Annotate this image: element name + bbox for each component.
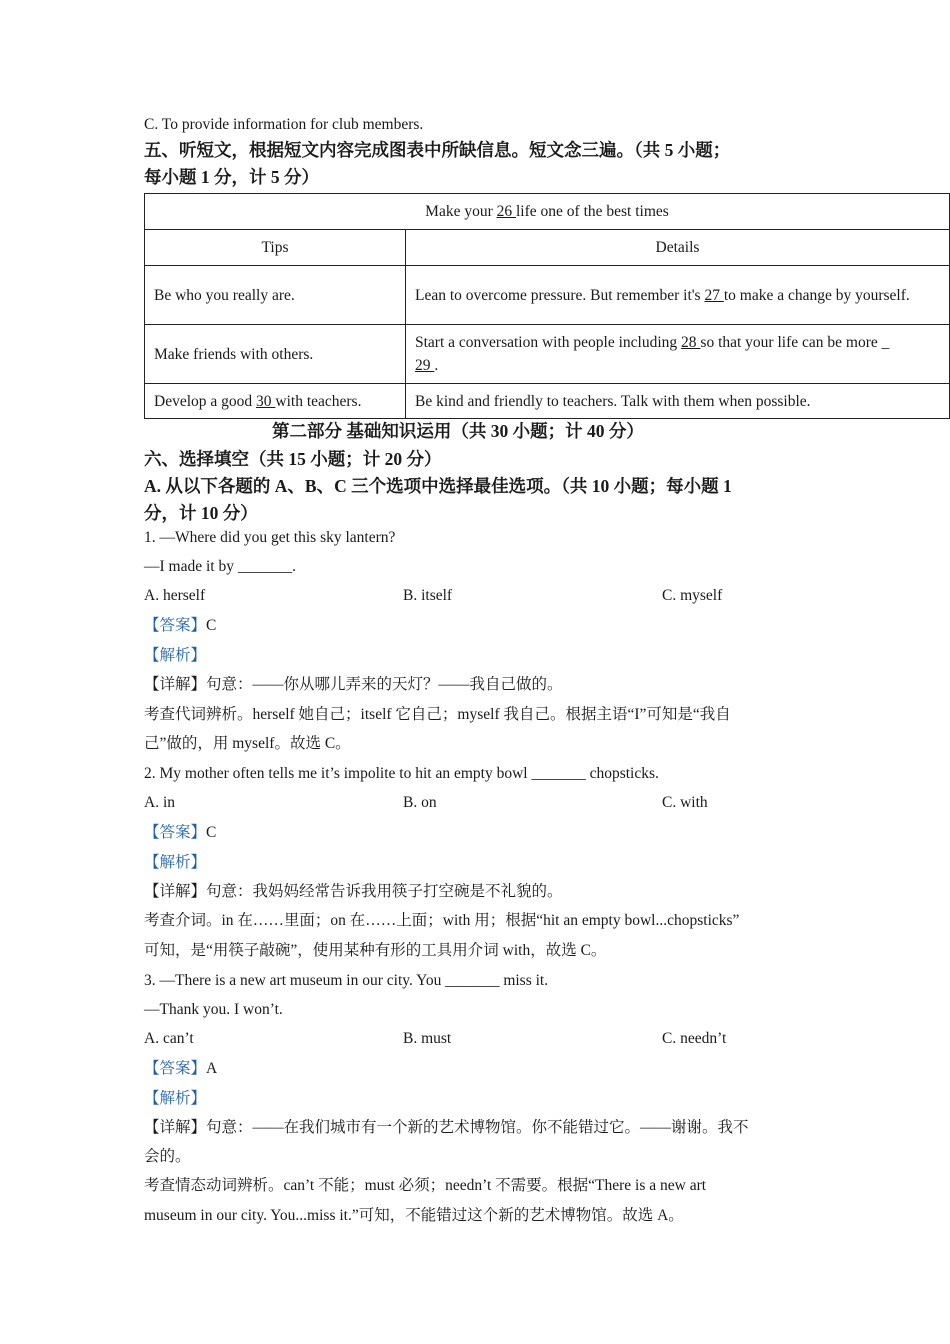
q3-detail-2: 考查情态动词辨析。can’t 不能；must 必须；needn’t 不需要。根据“There is a new art — [144, 1177, 707, 1194]
q1-answer: 【答案】C — [144, 617, 217, 634]
section5-heading-line1: 五、听短文，根据短文内容完成图表中所缺信息。短文念三遍。（共 5 小题； — [144, 140, 731, 160]
blank-27: 27 — [704, 286, 724, 304]
q2-detail-2: 考查介词。in 在……里面；on 在……上面；with 用；根据“hit an empty bowl...chopsticks” — [144, 912, 740, 929]
sectionA-heading-line1: A. 从以下各题的 A、B、C 三个选项中选择最佳选项。（共 10 小题；每小题 1 — [144, 476, 732, 496]
q2-stem: 2. My mother often tells me it’s impolite to hit an empty bowl _______ chopsticks. — [144, 765, 659, 782]
q1-stem-response: —I made it by _______. — [144, 558, 296, 575]
q3-detail-3: museum in our city. You...miss it.”可知，不能错过这个新的艺术博物馆。故选 A。 — [144, 1207, 684, 1224]
q3-option-a: A. can’t — [144, 1030, 194, 1047]
blank-30: 30 — [256, 392, 276, 410]
sectionA-heading-line2: 分，计 10 分） — [144, 503, 258, 523]
q1-analysis-label: 【解析】 — [144, 647, 207, 664]
tip-cell: Be who you really are. — [145, 266, 406, 325]
q1-detail: 【详解】句意：——你从哪儿弄来的天灯？——我自己做的。 — [144, 676, 563, 693]
q2-option-a: A. in — [144, 794, 175, 811]
q2-analysis-label: 【解析】 — [144, 854, 207, 871]
section6-heading: 六、选择填空（共 15 小题；计 20 分） — [144, 449, 442, 469]
q3-option-b: B. must — [403, 1030, 452, 1047]
tip-cell: Develop a good 30 with teachers. — [145, 384, 406, 419]
q1-option-a: A. herself — [144, 587, 206, 604]
q2-answer: 【答案】C — [144, 824, 217, 841]
part2-heading: 第二部分 基础知识运用（共 30 小题；计 40 分） — [272, 421, 644, 441]
tip-cell: Make friends with others. — [145, 325, 406, 384]
table-row — [145, 266, 950, 325]
detail-cell: Lean to overcome pressure. But remember it's 27 to make a change by yourself. — [406, 266, 950, 325]
blank-28: 28 — [681, 334, 701, 351]
q2-detail-3: 可知，是“用筷子敲碗”，使用某种有形的工具用介词 with，故选 C。 — [144, 942, 607, 959]
q1-detail-2: 考查代词辨析。herself 她自己；itself 它自己；myself 我自己。根据主语“I”可知是“我自 — [144, 706, 731, 723]
column-header-tips: Tips — [145, 230, 406, 266]
q1-option-b: B. itself — [403, 587, 453, 604]
detail-cell: Be kind and friendly to teachers. Talk with them when possible. — [406, 384, 950, 419]
q3-detail: 【详解】句意：——在我们城市有一个新的艺术博物馆。你不能错过它。——谢谢。我不 — [144, 1119, 749, 1136]
listening-info-table — [144, 193, 950, 419]
q1-detail-3: 己”做的，用 myself。故选 C。 — [144, 735, 351, 752]
table-row — [145, 325, 950, 384]
q2-detail: 【详解】句意：我妈妈经常告诉我用筷子打空碗是不礼貌的。 — [144, 883, 563, 900]
q1-option-c: C. myself — [662, 587, 723, 604]
q2-option-c: C. with — [662, 794, 708, 811]
detail-cell: Start a conversation with people including 28 so that your life can be more _ 29 . — [406, 325, 950, 384]
blank-29: 29 — [415, 357, 435, 374]
blank-26: 26 — [496, 203, 516, 220]
q3-analysis-label: 【解析】 — [144, 1090, 207, 1107]
table-title: Make your 26 life one of the best times — [145, 194, 950, 230]
q3-stem: 3. —There is a new art museum in our city. You _______ miss it. — [144, 972, 549, 989]
q3-stem-response: —Thank you. I won’t. — [144, 1001, 283, 1018]
q1-stem: 1. —Where did you get this sky lantern? — [144, 529, 396, 546]
q3-answer: 【答案】A — [144, 1060, 218, 1077]
q3-detail-1b: 会的。 — [144, 1148, 191, 1165]
q2-option-b: B. on — [403, 794, 437, 811]
section5-heading-line2: 每小题 1 分，计 5 分） — [144, 167, 319, 187]
table-row — [145, 384, 950, 419]
option-c-text: C. To provide information for club members. — [144, 116, 424, 133]
column-header-details: Details — [406, 230, 950, 266]
q3-option-c: C. needn’t — [662, 1030, 727, 1047]
